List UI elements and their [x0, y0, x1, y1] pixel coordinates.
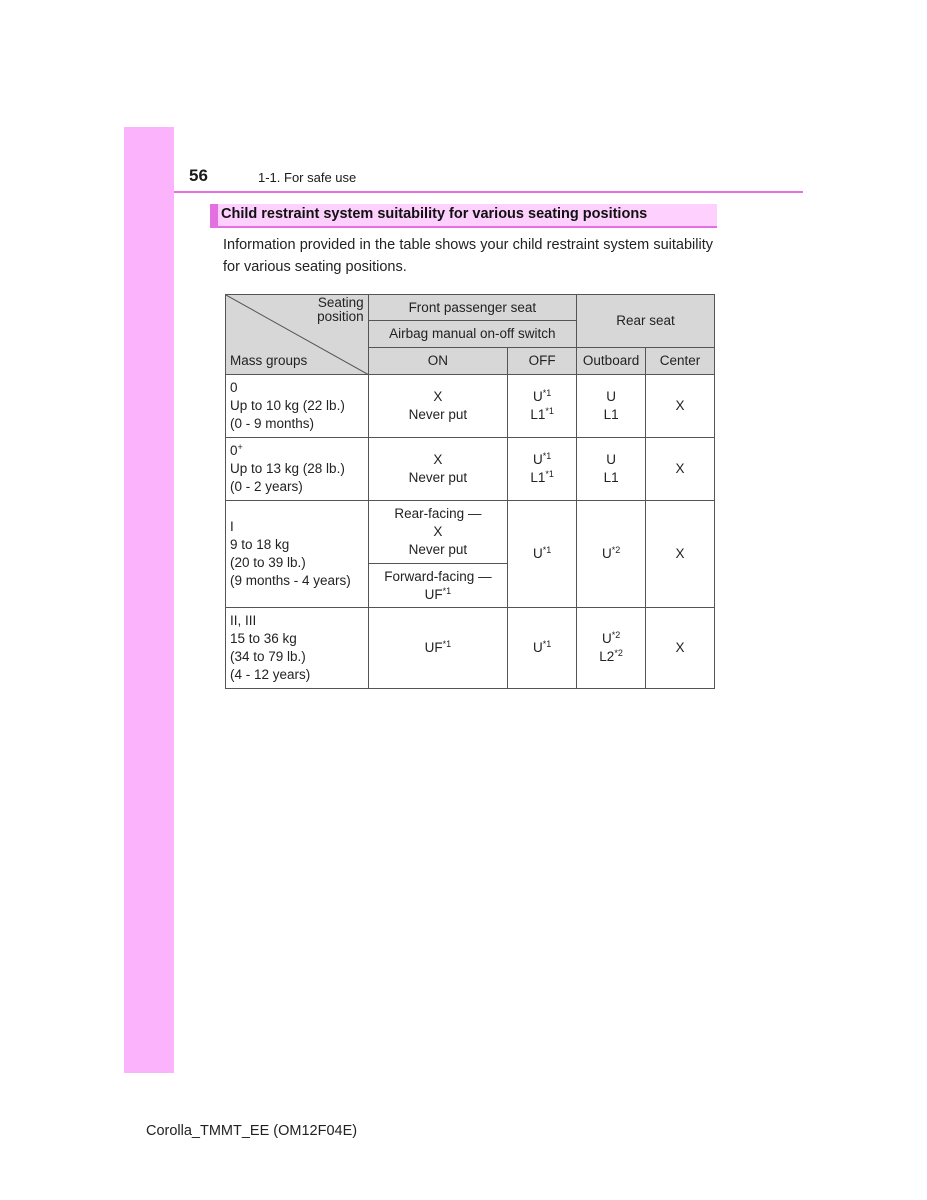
chapter-side-tab	[124, 127, 174, 1073]
cell-line: Rear-facing —	[394, 506, 482, 521]
cell-line	[512, 469, 572, 487]
cell-line	[373, 586, 504, 604]
group-line: 0	[230, 380, 238, 395]
cell-line	[581, 630, 641, 648]
outboard-cell	[577, 608, 646, 689]
footnote-mark: *1	[442, 639, 452, 649]
footnote-mark: *1	[442, 585, 452, 596]
off-cell	[508, 375, 577, 438]
page-number: 56	[189, 166, 208, 185]
cell-line: X	[433, 524, 443, 539]
footnote-mark: *1	[545, 406, 554, 416]
footnote-mark: *1	[542, 451, 552, 461]
group-line: (9 months - 4 years)	[230, 573, 351, 588]
footnote-mark: *1	[542, 639, 552, 649]
cell-line: Forward-facing —	[384, 568, 492, 584]
cell-line: L1	[603, 407, 619, 422]
cell-line: U	[606, 389, 616, 404]
table-row	[226, 501, 715, 564]
table-row	[226, 608, 715, 689]
cell-line: Never put	[408, 542, 468, 557]
col-outboard-header: Outboard	[577, 348, 646, 375]
seating-label-line1: Seating	[317, 295, 364, 310]
footnote-mark: *1	[542, 388, 552, 398]
cell-line	[512, 406, 572, 424]
footnote-mark: *2	[614, 648, 623, 658]
mass-group-cell	[226, 608, 369, 689]
cell-line: X	[433, 452, 443, 467]
corner-header-cell	[226, 295, 369, 375]
group-line: Up to 10 kg (22 lb.)	[230, 398, 345, 413]
outboard-cell	[577, 501, 646, 608]
on-cell	[368, 608, 508, 689]
center-cell: X	[646, 375, 715, 438]
group-line: 15 to 36 kg	[230, 631, 297, 646]
footnote-mark: *2	[611, 545, 621, 555]
footnote-mark: *2	[611, 630, 621, 640]
col-off-header: OFF	[508, 348, 577, 375]
cell-line: X	[433, 389, 443, 404]
col-on-header: ON	[368, 348, 508, 375]
code: U	[533, 389, 543, 404]
code: L1	[530, 470, 546, 485]
section-label: 1-1. For safe use	[258, 170, 357, 185]
rear-seat-header: Rear seat	[577, 295, 715, 348]
cell-line	[581, 648, 641, 666]
cell-line	[512, 388, 572, 406]
mass-group-cell	[226, 438, 369, 501]
group-line: (4 - 12 years)	[230, 667, 311, 682]
on-cell	[368, 375, 508, 438]
group-line: II, III	[230, 613, 257, 628]
seating-label-line2: position	[317, 309, 364, 324]
off-cell	[508, 608, 577, 689]
footer-doc-id: Corolla_TMMT_EE (OM12F04E)	[146, 1123, 358, 1139]
mass-group-cell	[226, 375, 369, 438]
col-center-header: Center	[646, 348, 715, 375]
on-forward-facing-cell	[368, 564, 508, 608]
on-rear-facing-cell	[368, 501, 508, 564]
cell-line: U	[606, 452, 616, 467]
footnote-mark: *1	[542, 545, 552, 555]
center-cell: X	[646, 438, 715, 501]
on-cell	[368, 438, 508, 501]
group-sup: +	[237, 442, 243, 452]
outboard-cell	[577, 375, 646, 438]
front-passenger-header: Front passenger seat	[368, 295, 576, 321]
code: U	[601, 546, 612, 561]
code: U	[601, 631, 612, 646]
code: UF	[424, 586, 443, 602]
code: U	[533, 546, 543, 561]
code: UF	[424, 640, 443, 655]
group-code: 0	[230, 443, 238, 458]
table-row	[226, 438, 715, 501]
group-line	[230, 442, 364, 460]
cell-line: Never put	[408, 407, 468, 422]
section-heading: Child restraint system suitability for various seating positions	[221, 206, 648, 222]
code: U	[533, 452, 543, 467]
group-line: (0 - 2 years)	[230, 479, 303, 494]
center-cell: X	[646, 608, 715, 689]
header-rule	[174, 191, 803, 193]
group-line: (20 to 39 lb.)	[230, 555, 306, 570]
mass-group-cell	[226, 501, 369, 608]
center-cell: X	[646, 501, 715, 608]
table-row	[226, 375, 715, 438]
suitability-table	[225, 294, 715, 689]
group-line: I	[230, 519, 234, 534]
intro-paragraph: Information provided in the table shows your child restraint system suitability for various seating positions.	[223, 237, 713, 275]
code: L1	[530, 407, 546, 422]
footnote-mark: *1	[545, 469, 554, 479]
seating-position-label	[317, 296, 364, 324]
mass-groups-label: Mass groups	[230, 353, 308, 368]
cell-line: L1	[603, 470, 619, 485]
group-line: Up to 13 kg (28 lb.)	[230, 461, 345, 476]
group-line: (0 - 9 months)	[230, 416, 315, 431]
code: U	[533, 640, 543, 655]
outboard-cell	[577, 438, 646, 501]
airbag-switch-header: Airbag manual on-off switch	[368, 321, 576, 348]
off-cell	[508, 501, 577, 608]
group-line: (34 to 79 lb.)	[230, 649, 306, 664]
group-line: 9 to 18 kg	[230, 537, 290, 552]
off-cell	[508, 438, 577, 501]
cell-line	[512, 451, 572, 469]
cell-line: Never put	[408, 470, 468, 485]
code: L2	[599, 649, 615, 664]
